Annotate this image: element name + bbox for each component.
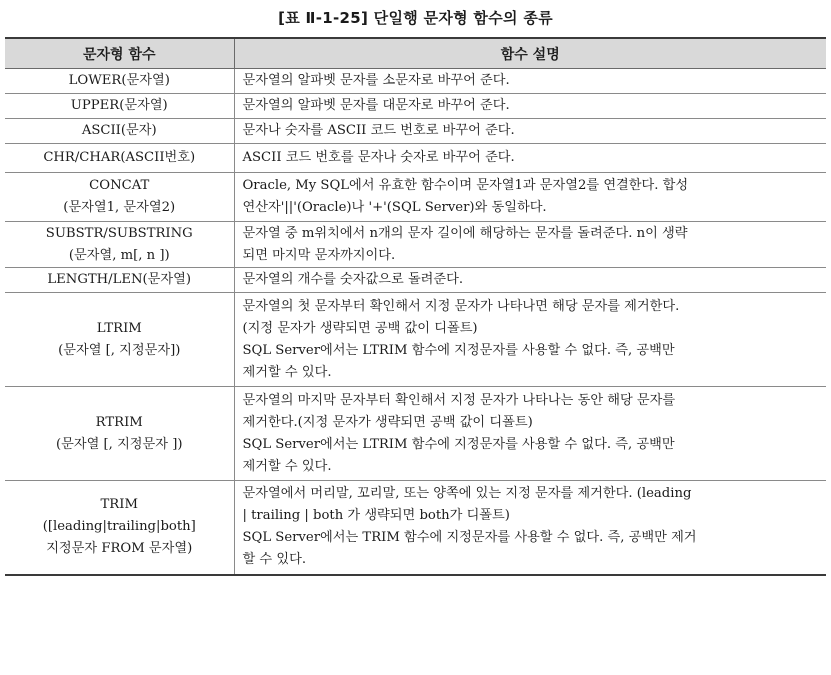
table-row [5, 268, 826, 293]
function-description-line: | trailing | both 가 생략되면 both가 디폴트) [242, 508, 510, 524]
function-name-line: SUBSTR/SUBSTRING [45, 225, 193, 241]
function-description-cell [234, 173, 826, 222]
string-functions-table [5, 37, 826, 576]
function-name-cell [5, 222, 234, 268]
function-description-line: 제거할 수 있다. [242, 364, 332, 380]
function-description-line: 문자열의 알파벳 문자를 소문자로 바꾸어 준다. [242, 73, 510, 88]
header-description: 함수 설명 [234, 38, 826, 69]
function-name-line: (문자열, m[, n ]) [68, 247, 170, 263]
function-description-cell [234, 387, 826, 481]
function-name-cell [5, 268, 234, 293]
function-name-line: LENGTH/LEN(문자열) [47, 272, 192, 287]
function-description-cell [234, 268, 826, 293]
function-description-line: SQL Server에서는 LTRIM 함수에 지정문자를 사용할 수 없다. 즉, 공백만 [242, 342, 675, 358]
function-name-cell [5, 387, 234, 481]
function-description-line: 문자열의 마지막 문자부터 확인해서 지정 문자가 나타나는 동안 해당 문자를 [242, 392, 676, 408]
function-description-line: 문자열 중 m위치에서 n개의 문자 길이에 해당하는 문자를 돌려준다. n이 생략 [242, 225, 688, 241]
function-description-line: 연산자'||'(Oracle)나 '+'(SQL Server)와 동일하다. [242, 200, 547, 215]
function-description-line: 제거할 수 있다. [242, 458, 332, 474]
function-name-cell [5, 144, 234, 173]
function-name-line: TRIM [100, 497, 138, 513]
function-name-line: (문자열 [, 지정문자 ]) [55, 436, 183, 452]
function-description-cell [234, 69, 826, 94]
function-name-cell [5, 481, 234, 575]
function-name-line: RTRIM [95, 414, 143, 430]
function-name-line: UPPER(문자열) [70, 98, 168, 113]
function-description-cell [234, 119, 826, 144]
function-description-cell [234, 144, 826, 173]
table-row [5, 119, 826, 144]
function-description-line: 문자열의 첫 문자부터 확인해서 지정 문자가 나타나면 해당 문자를 제거한다. [242, 298, 680, 314]
function-description-cell [234, 222, 826, 268]
table-row [5, 144, 826, 173]
table-header-row [5, 38, 826, 69]
function-name-cell [5, 293, 234, 387]
function-description-line: 문자열의 알파벳 문자를 대문자로 바꾸어 준다. [242, 98, 510, 113]
function-name-line: LTRIM [96, 320, 142, 336]
function-description-line: 문자열에서 머리말, 꼬리말, 또는 양쪽에 있는 지정 문자를 제거한다. (leading [242, 486, 692, 502]
table-row [5, 481, 826, 575]
table-row [5, 173, 826, 222]
function-description-line: SQL Server에서는 TRIM 함수에 지정문자를 사용할 수 없다. 즉, 공백만 제거 [242, 530, 697, 546]
table-row [5, 293, 826, 387]
function-name-cell [5, 69, 234, 94]
header-function: 문자형 함수 [5, 38, 234, 69]
function-name-line: ([leading|trailing|both] [42, 519, 196, 535]
function-name-cell [5, 119, 234, 144]
function-description-line: SQL Server에서는 LTRIM 함수에 지정문자를 사용할 수 없다. 즉, 공백만 [242, 436, 675, 452]
function-name-line: ASCII(문자) [81, 123, 157, 138]
table-caption: [표 Ⅱ-1-25] 단일행 문자형 함수의 종류 [278, 9, 553, 27]
function-description-line: Oracle, My SQL에서 유효한 함수이며 문자열1과 문자열2를 연결한다. 합성 [242, 178, 689, 193]
table-row [5, 94, 826, 119]
function-description-cell [234, 94, 826, 119]
function-name-line: CONCAT [89, 178, 150, 193]
function-description-line: 할 수 있다. [242, 552, 307, 568]
function-name-line: (문자열1, 문자열2) [63, 200, 176, 215]
function-name-line: CHR/CHAR(ASCII번호) [43, 150, 196, 165]
function-description-line: ASCII 코드 번호를 문자나 숫자로 바꾸어 준다. [242, 150, 515, 165]
function-description-line: (지정 문자가 생략되면 공백 값이 디폴트) [242, 320, 478, 336]
function-name-line: LOWER(문자열) [68, 73, 170, 88]
table-row [5, 69, 826, 94]
table-row [5, 387, 826, 481]
function-description-cell [234, 293, 826, 387]
function-name-line: 지정문자 FROM 문자열) [46, 541, 193, 557]
function-description-cell [234, 481, 826, 575]
function-name-cell [5, 173, 234, 222]
function-name-cell [5, 94, 234, 119]
function-description-line: 문자열의 개수를 숫자값으로 돌려준다. [242, 272, 464, 287]
function-description-line: 되면 마지막 문자까지이다. [242, 247, 396, 263]
function-description-line: 문자나 숫자를 ASCII 코드 번호로 바꾸어 준다. [242, 123, 515, 138]
function-description-line: 제거한다.(지정 문자가 생략되면 공백 값이 디폴트) [242, 414, 533, 430]
table-row [5, 222, 826, 268]
function-name-line: (문자열 [, 지정문자]) [58, 342, 181, 358]
